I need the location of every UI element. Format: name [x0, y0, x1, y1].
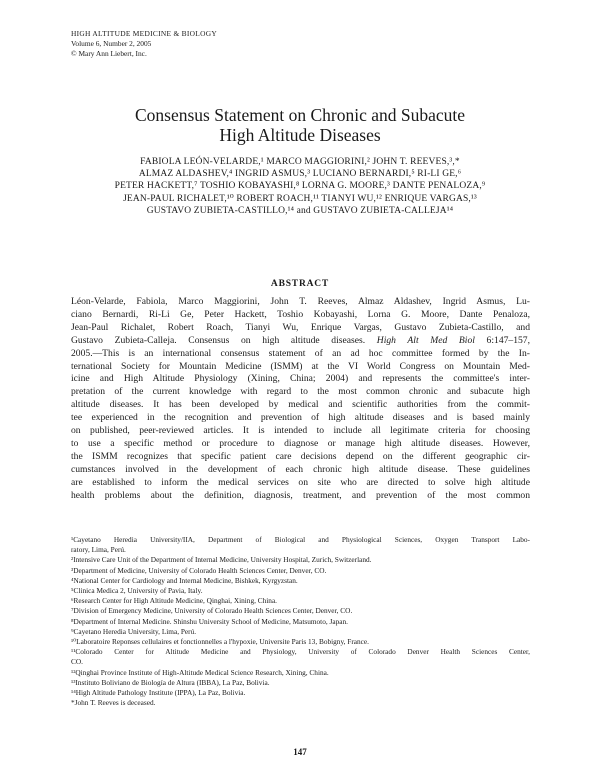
abstract-body — [71, 296, 530, 503]
author-line-3: PETER HACKETT,⁷ TOSHIO KOBAYASHI,⁸ LORNA G. MOORE,³ DANTE PENALOZA,⁹ — [114, 181, 486, 192]
author-list — [40, 156, 560, 217]
page-number: 147 — [293, 747, 307, 757]
footnote-2: ²Intensive Care Unit of the Department of Internal Medicine, University Hospital, Zurich, Switzerland. — [71, 555, 372, 565]
abstract-line: icine and High Altitude Physiology (Xining, China; 2004) and represents the committee's inter- — [71, 373, 530, 385]
footnote-3: ³Department of Medicine, University of Colorado Health Sciences Center, Denver, CO. — [71, 565, 327, 575]
abstract-line: Jean-Paul Richalet, Robert Roach, Tianyi Wu, Enrique Vargas, Gustavo Zubieta-Castillo, and — [71, 321, 530, 333]
volume-info: Volume 6, Number 2, 2005 — [71, 39, 152, 48]
footnote-12: ¹²Qinghai Province Institute of High-Altitude Medical Science Research, Xining, China. — [71, 667, 329, 677]
citation-journal: High Alt Med Biol — [376, 334, 475, 346]
citation-text: Gustavo Zubieta-Calleja. Consensus on high altitude diseases. — [71, 334, 377, 346]
footnote-11-continued: CO. — [71, 657, 83, 667]
abstract-line: health problems about the definition, diagnosis, treatment, and prevention of the most common — [71, 489, 530, 501]
journal-name: HIGH ALTITUDE MEDICINE & BIOLOGY — [71, 29, 218, 38]
footnote-1: ¹Cayetano Heredia University/IIA, Department of Biological and Physiological Sciences, Oxygen Transport Labo- — [71, 535, 530, 544]
journal-header — [71, 29, 217, 59]
abstract-line: tee experienced in the recognition and prevention of high altitude diseases and is based mainly — [71, 412, 530, 424]
copyright-line: © Mary Ann Liebert, Inc. — [71, 49, 147, 58]
footnote-10: ¹⁰Laboratoire Reponses cellulaires et fonctionnelles a l'hypoxie, Universite Paris 13, Bobigny, France. — [71, 637, 369, 647]
abstract-line: ciano Bernardi, Ri-Li Ge, Peter Hackett, Toshio Kobayashi, Lorna G. Moore, Dante Penaloza, — [71, 308, 530, 320]
abstract-line: 2005.—This is an international consensus statement of an ad hoc committee formed by the In- — [71, 347, 530, 359]
abstract-line: altitude diseases. It has been developed by medical and scientific authorities from the commit- — [71, 399, 530, 411]
abstract-line: are established to inform the medical services on site who are directed to solve high altitude — [71, 476, 530, 488]
title-line-1: Consensus Statement on Chronic and Subacute — [134, 105, 466, 125]
abstract-line: ternational Society for Mountain Medicine (ISMM) at the VI World Congress on Mountain Med- — [71, 360, 530, 372]
footnote-11: ¹¹Colorado Center for Altitude Medicine and Physiology, University of Colorado Denver Health Sciences Center, — [71, 647, 530, 657]
citation-pages: 6:147–157, — [474, 334, 530, 346]
abstract-citation-line — [71, 335, 530, 348]
footnote-4: ⁴National Center for Cardiology and Internal Medicine, Bishkek, Kyrgyzstan. — [71, 575, 298, 585]
footnote-1-continued: ratory, Lima, Perú. — [71, 545, 126, 555]
footnote-5: ⁵Clinica Medica 2, University of Pavia, Italy. — [71, 586, 203, 596]
footnote-8: ⁸Department of Internal Medicine. Shinshu University School of Medicine, Matsumoto, Japan. — [71, 616, 348, 626]
author-line-2: ALMAZ ALDASHEV,⁴ INGRID ASMUS,³ LUCIANO BERNARDI,⁵ RI-LI GE,⁶ — [138, 169, 462, 180]
abstract-line: pretation of the current knowledge with regard to the most common chronic and subacute high — [71, 386, 530, 398]
abstract-line: cumstances involved in the development of each chronic high altitude disease. These guidelines — [71, 463, 530, 475]
footnote-13: ¹³Instituto Boliviano de Biología de Altura (IBBA), La Paz, Bolivia. — [71, 677, 270, 687]
footnote-6: ⁶Research Center for High Altitude Medicine, Qinghai, Xining, China. — [71, 596, 278, 606]
title-line-2: High Altitude Diseases — [219, 125, 381, 145]
abstract-line: Léon-Velarde, Fabiola, Marco Maggiorini, John T. Reeves, Almaz Aldashev, Ingrid Asmus, Lu- — [71, 296, 530, 307]
article-title — [40, 105, 560, 145]
author-line-4: JEAN-PAUL RICHALET,¹⁰ ROBERT ROACH,¹¹ TIANYI WU,¹² ENRIQUE VARGAS,¹³ — [123, 193, 477, 204]
footnote-7: ⁷Division of Emergency Medicine, University of Colorado Health Sciences Center, Denver, CO. — [71, 606, 353, 616]
author-line-5: GUSTAVO ZUBIETA-CASTILLO,¹⁴ and GUSTAVO ZUBIETA-CALLEJA¹⁴ — [146, 205, 454, 216]
footnote-deceased: *John T. Reeves is deceased. — [71, 698, 156, 708]
footnote-9: ⁹Cayetano Heredia University, Lima, Perú. — [71, 626, 197, 636]
abstract-line: to use a specific method or procedure to diagnose or manage high altitude diseases. However, — [71, 437, 530, 449]
abstract-line: the ISMM recognizes that specific patient care decisions depend on the different geographic cir- — [71, 450, 530, 462]
affiliation-footnotes — [71, 535, 530, 708]
author-line-1: FABIOLA LEÓN-VELARDE,¹ MARCO MAGGIORINI,² JOHN T. REEVES,³,* — [140, 157, 460, 167]
footnote-14: ¹⁴High Altitude Pathology Institute (IPPA), La Paz, Bolivia. — [71, 688, 246, 698]
abstract-heading: ABSTRACT — [270, 279, 330, 289]
abstract-line: on published, peer-reviewed articles. It is intended to include all legitimate criteria for choosing — [71, 425, 530, 437]
